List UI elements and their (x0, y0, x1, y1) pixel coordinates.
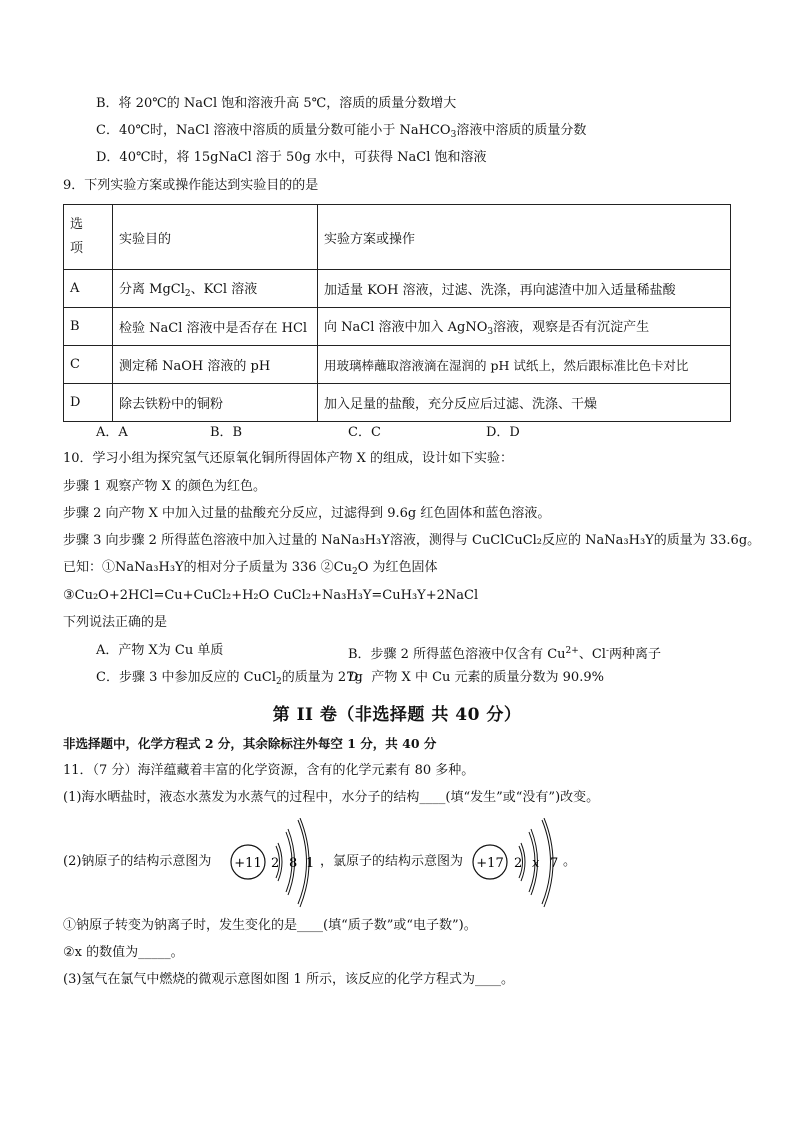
row-purpose (113, 384, 318, 422)
table-header-row (64, 205, 731, 270)
row-method (318, 270, 731, 308)
chlorine-atom-diagram (470, 818, 570, 908)
cell-text: 分离 MgCl (119, 282, 185, 297)
row-option: D (64, 384, 113, 422)
subscript: 2 (184, 289, 191, 299)
q10-option-b (348, 642, 661, 664)
subscript: 2 (276, 677, 282, 687)
cell-text: 、KCl 溶液 (190, 282, 258, 297)
q11-part3: (3)氢气在氯气中燃烧的微观示意图如图 1 所示，该反应的化学方程式为____。 (63, 972, 514, 987)
q11-sub2: ②x 的数值为_____。 (63, 945, 184, 960)
q11-part2-mid: ，氯原子的结构示意图为 (320, 854, 464, 869)
superscript: 2+ (565, 646, 579, 656)
q11-sub1: ①钠原子转变为钠离子时，发生变化的是____(填“质子数”或“电子数”)。 (63, 918, 477, 933)
section-title: 第 II 卷（非选择题 共 40 分） (272, 705, 522, 725)
header-purpose: 实验目的 (113, 205, 318, 270)
header-method: 实验方案或操作 (318, 205, 731, 270)
step3-text: 溶液，测得与 CuCl (389, 533, 505, 548)
table-row (64, 346, 731, 384)
formula-cucl2: CuCl₂ (504, 533, 543, 548)
formula-na3h3y: Na₃H₃Y (604, 533, 654, 548)
cell-text: 用玻璃棒蘸取溶液滴在湿润的 pH 试纸上，然后跟标准比色卡对比 (324, 357, 689, 373)
cell-text: 检验 NaCl 溶液中是否存在 HCl (119, 321, 308, 336)
subscript: 3 (487, 327, 494, 337)
q8-option-d: D．40℃时，将 15gNaCl 溶于 50g 水中，可获得 NaCl 饱和溶液 (96, 150, 487, 165)
q8-option-b: B．将 20℃的 NaCl 饱和溶液升高 5℃，溶质的质量分数增大 (96, 96, 457, 111)
q10-step2: 步骤 2 向产物 X 中加入过量的盐酸充分反应，过滤得到 9.6g 红色固体和蓝色溶液。 (63, 506, 551, 521)
row-method (318, 308, 731, 346)
electron-count-3: 7 (550, 856, 559, 871)
cell-text: 测定稀 NaOH 溶液的 pH (119, 359, 271, 374)
electron-count-1: 2 (271, 856, 280, 871)
q9-stem: 9．下列实验方案或操作能达到实验目的的是 (63, 178, 319, 193)
header-option-line2: 项 (70, 241, 84, 256)
formula-na3h3y: Na₃H₃Y (340, 533, 390, 548)
formula-na3h3y: Na₃H₃Y (134, 560, 184, 575)
table-row (64, 308, 731, 346)
q8-option-c (96, 122, 586, 144)
q10-option-d: D．产物 X 中 Cu 元素的质量分数为 90.9% (348, 670, 604, 685)
electron-count-3: 1 (306, 856, 315, 871)
sodium-atom-diagram (226, 818, 326, 908)
electron-count-2: 8 (289, 856, 298, 871)
q9-choice-b: B．B (210, 425, 243, 440)
q9-choice-d: D．D (486, 425, 520, 440)
q10-known (63, 559, 438, 581)
q10-step3 (63, 532, 760, 550)
q11-stem: 11．（7 分）海洋蕴藏着丰富的化学资源，含有的化学元素有 80 多种。 (63, 763, 475, 778)
q10-option-a: A．产物 X为 Cu 单质 (96, 643, 224, 658)
option-text: 、Cl (578, 647, 606, 662)
q11-part2-label: (2)钠原子的结构示意图为 (63, 854, 212, 869)
cell-text: 除去铁粉中的铜粉 (119, 397, 224, 412)
q10-ask: 下列说法正确的是 (63, 615, 168, 630)
known-text: O 为红色固体 (357, 560, 438, 575)
option-text: 两种离子 (608, 647, 661, 662)
table-row (64, 384, 731, 422)
row-purpose (113, 308, 318, 346)
header-option (64, 205, 113, 270)
cell-text: 加入足量的盐酸，充分反应后过滤、洗涤、干燥 (324, 397, 598, 412)
row-method (318, 346, 731, 384)
q9-table (63, 204, 731, 422)
q10-option-c (96, 669, 363, 691)
q9-choice-a: A．A (96, 425, 128, 440)
q10-stem: 10．学习小组为探究氢气还原氧化铜所得固体产物 X 的组成，设计如下实验： (63, 451, 514, 466)
cell-text: 加适量 KOH 溶液，过滤、洗涤，再向滤渣中加入适量稀盐酸 (324, 283, 676, 298)
row-option: C (64, 346, 113, 384)
q8-option-c-tail: 溶液中溶质的质量分数 (456, 123, 587, 138)
electron-count-1: 2 (514, 856, 523, 871)
known-text: 的相对分子质量为 336 ②Cu (183, 560, 353, 575)
step3-text: 步骤 3 向步骤 2 所得蓝色溶液中加入过量的 Na (63, 533, 341, 548)
table-row (64, 270, 731, 308)
row-option: B (64, 308, 113, 346)
step3-text: 的质量为 33.6g。 (653, 533, 761, 548)
row-purpose (113, 270, 318, 308)
step3-text: 反应的 Na (542, 533, 605, 548)
q8-option-c-text: C．40℃时，NaCl 溶液中溶质的质量分数可能小于 NaHCO (96, 123, 451, 138)
cell-text: 溶液，观察是否有沉淀产生 (493, 320, 650, 335)
q10-step1: 步骤 1 观察产物 X 的颜色为红色。 (63, 479, 267, 494)
subscript: 3 (450, 130, 457, 140)
row-purpose (113, 346, 318, 384)
section-note: 非选择题中，化学方程式 2 分，其余除标注外每空 1 分，共 40 分 (63, 736, 437, 751)
electron-count-2: x (532, 856, 540, 871)
header-option-line1: 选 (70, 217, 84, 232)
q11-part2-end: 。 (563, 854, 577, 869)
q10-equations: ③Cu₂O+2HCl=Cu+CuCl₂+H₂O CuCl₂+Na₃H₃Y=CuH₃Y+2NaCl (63, 588, 479, 603)
known-text: 已知：①Na (63, 560, 135, 575)
nucleus-charge: +17 (476, 856, 504, 871)
nucleus-charge: +11 (234, 856, 262, 871)
option-text: C．步骤 3 中参加反应的 CuCl (96, 670, 277, 685)
cell-text: 向 NaCl 溶液中加入 AgNO (324, 320, 488, 335)
row-method (318, 384, 731, 422)
superscript: - (605, 646, 609, 656)
q11-part1: (1)海水晒盐时，液态水蒸发为水蒸气的过程中，水分子的结构____(填“发生”或“没有”)改变。 (63, 790, 600, 805)
subscript: 2 (352, 567, 358, 577)
option-text: B．步骤 2 所得蓝色溶液中仅含有 Cu (348, 647, 566, 662)
option-text: 的质量为 27g (281, 670, 363, 685)
row-option: A (64, 270, 113, 308)
q9-choice-c: C．C (348, 425, 381, 440)
